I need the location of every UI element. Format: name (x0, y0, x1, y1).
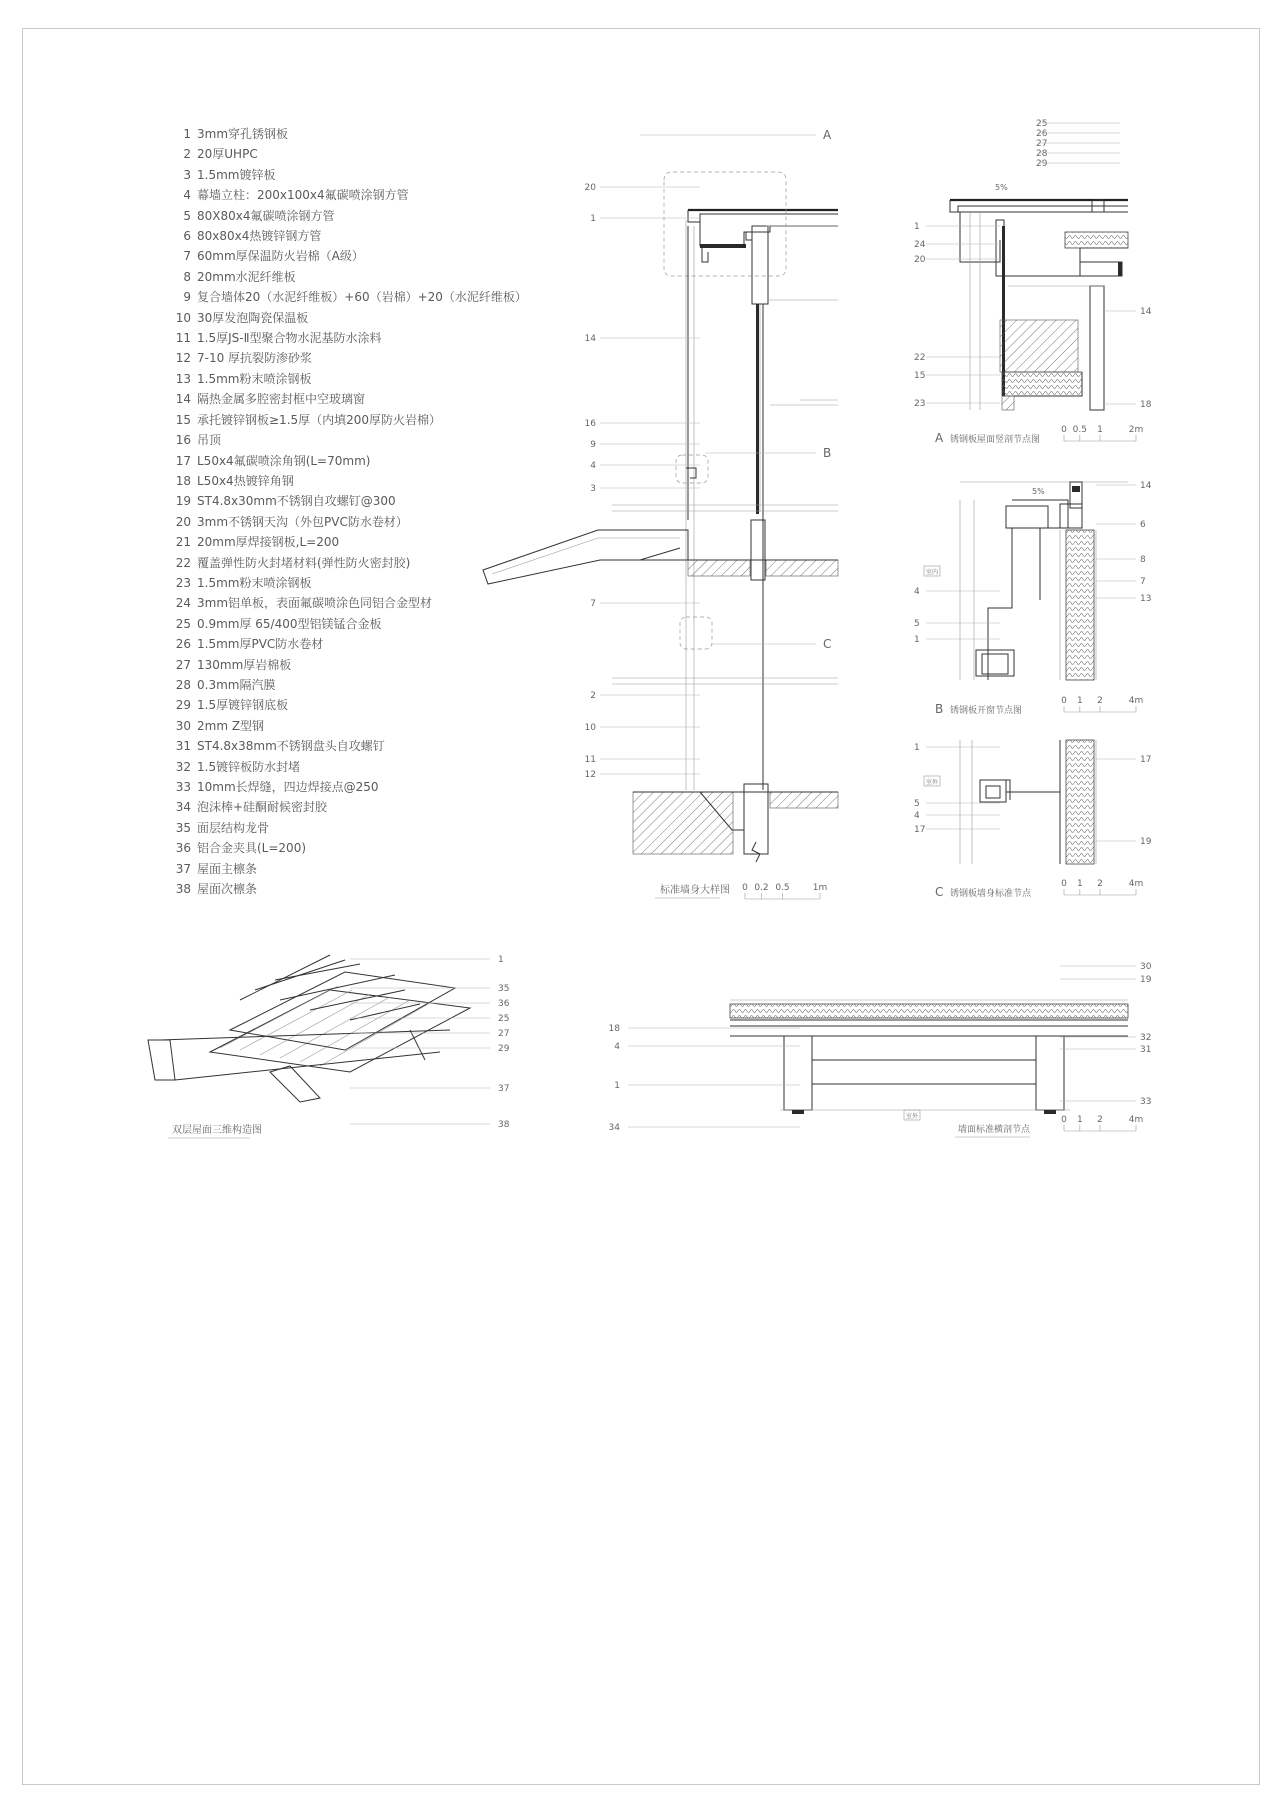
callout-number: 1 (498, 955, 504, 965)
legend-text: 铝合金夹具(L=200) (197, 841, 307, 856)
legend-number: 24 (175, 596, 191, 611)
callout-number: 28 (1036, 149, 1048, 159)
legend-number: 8 (183, 269, 191, 284)
legend-text: 复合墙体20（水泥纤维板）+60（岩棉）+20（水泥纤维板） (197, 290, 527, 305)
legend-text: 面层结构龙骨 (197, 820, 270, 835)
legend-text: 3mm铝单板，表面氟碳喷涂色同铝合金型材 (197, 596, 433, 611)
scale-label: 1 (1076, 1115, 1083, 1125)
callout-number: 11 (584, 755, 596, 765)
detail-c-drawing (960, 740, 1096, 864)
callout-number: 22 (914, 353, 926, 363)
legend-number: 27 (175, 657, 191, 672)
callout-number: 23 (914, 399, 926, 409)
axonometric-drawing (148, 955, 470, 1102)
callout-number: 19 (1140, 837, 1152, 847)
callout-number: 5 (914, 619, 920, 629)
legend-number: 13 (175, 371, 191, 386)
callout-number: 18 (608, 1024, 620, 1034)
callout-number: 13 (1140, 594, 1152, 604)
legend-text: 80x80x4热镀锌钢方管 (197, 229, 322, 244)
legend-number: 10 (175, 310, 191, 325)
plan-caption: 墙面标准横剖节点 (958, 1125, 1031, 1135)
legend-text: 1.5镀锌板防水封堵 (197, 759, 301, 774)
detail-b-caption: 锈钢板开窗节点图 (950, 706, 1023, 716)
callout-number: 4 (590, 461, 596, 471)
legend-text: 1.5厚镀锌钢底板 (197, 698, 289, 713)
callout-number: 31 (1140, 1045, 1152, 1055)
legend-number: 28 (175, 677, 191, 692)
legend-number: 21 (175, 535, 191, 550)
callout-number: 14 (1140, 481, 1152, 491)
legend-number: 19 (175, 494, 191, 509)
legend-number: 25 (175, 616, 191, 631)
scale-label: 2m (1128, 425, 1144, 435)
legend-number: 7 (183, 249, 191, 264)
legend-text: 隔热金属多腔密封框中空玻璃窗 (197, 392, 366, 407)
legend-text: 1.5mm粉末喷涂钢板 (197, 371, 312, 386)
detail-a-drawing (950, 200, 1128, 410)
scale-label: 0 (1061, 879, 1067, 889)
section-mark-b: B (823, 446, 832, 460)
callout-number: 16 (584, 419, 596, 429)
scale-label: 2 (1097, 1115, 1103, 1125)
legend-number: 2 (183, 147, 191, 162)
legend-text: L50x4热镀锌角钢 (197, 473, 294, 488)
legend-number: 30 (175, 718, 191, 733)
section-caption: 标准墙身大样图 (660, 885, 730, 896)
legend-text: 1.5mm镀锌板 (197, 167, 276, 182)
detail-b-tag: 室内 (926, 569, 939, 576)
legend-text: 20mm水泥纤维板 (197, 269, 296, 284)
section-mark-c: C (823, 637, 832, 651)
legend-number: 37 (175, 861, 191, 876)
legend-text: ST4.8x38mm不锈钢盘头自攻螺钉 (197, 739, 385, 754)
legend-text: 泡沫棒+硅酮耐候密封胶 (197, 800, 328, 815)
legend-text: 吊顶 (197, 433, 222, 448)
callout-number: 29 (1036, 159, 1048, 169)
legend-text: 80X80x4氟碳喷涂钢方管 (197, 208, 335, 223)
callout-number: 6 (1140, 520, 1146, 530)
callout-number: 34 (608, 1123, 620, 1133)
callout-number: 1 (590, 214, 596, 224)
legend-text: 屋面次檩条 (197, 882, 258, 897)
scale-label: 4m (1128, 696, 1144, 706)
legend-text: 0.9mm厚 65/400型铝镁锰合金板 (197, 616, 382, 631)
callout-number: 1 (914, 635, 920, 645)
callout-number: 25 (1036, 119, 1048, 129)
legend-text: 10mm长焊缝，四边焊接点@250 (197, 780, 379, 794)
scale-label: 0 (742, 883, 748, 893)
legend-text: 7-10 厚抗裂防渗砂浆 (197, 351, 313, 366)
legend-number: 9 (183, 290, 191, 305)
callout-number: 14 (1140, 307, 1152, 317)
callout-number: 32 (1140, 1033, 1152, 1043)
callout-number: 1 (614, 1081, 620, 1091)
callout-number: 4 (914, 811, 920, 821)
callout-number: 4 (914, 587, 920, 597)
scale-label: 0.5 (775, 883, 790, 893)
callout-number: 12 (584, 770, 596, 780)
section-mark-a: A (823, 128, 832, 142)
legend-number: 35 (175, 820, 191, 835)
wall-section-drawing (483, 172, 838, 862)
callout-number: 20 (914, 255, 926, 265)
legend-text: 60mm厚保温防火岩棉（A级） (197, 249, 364, 264)
legend-number: 3 (183, 167, 191, 182)
callout-number: 30 (1140, 962, 1152, 972)
detail-a-caption: 锈钢板屋面竖剖节点图 (950, 435, 1041, 445)
legend-number: 12 (175, 351, 191, 366)
legend-number: 34 (175, 800, 191, 815)
legend-number: 16 (175, 433, 191, 448)
callout-number: 27 (498, 1029, 510, 1039)
detail-c-letter: C (935, 885, 944, 899)
callout-number: 5 (914, 799, 920, 809)
callout-number: 14 (584, 334, 596, 344)
callout-number: 27 (1036, 139, 1048, 149)
callout-number: 2 (590, 691, 596, 701)
callout-number: 8 (1140, 555, 1146, 565)
callout-number: 17 (1140, 755, 1152, 765)
scale-label: 1 (1076, 696, 1083, 706)
callout-number: 19 (1140, 975, 1152, 985)
callout-number: 9 (590, 440, 596, 450)
legend-text: 3mm穿孔锈钢板 (197, 127, 289, 141)
scale-label: 4m (1128, 879, 1144, 889)
scale-label: 1 (1076, 879, 1083, 889)
legend-text: 幕墙立柱：200x100x4氟碳喷涂钢方管 (197, 188, 409, 203)
legend-number: 17 (175, 453, 191, 468)
scale-label: 4m (1128, 1115, 1144, 1125)
legend-number: 18 (175, 473, 191, 488)
callout-number: 18 (1140, 400, 1152, 410)
callout-number: 20 (584, 183, 596, 193)
callout-number: 3 (590, 484, 596, 494)
legend-text: ST4.8x30mm不锈钢自攻螺钉@300 (197, 494, 396, 509)
legend-number: 38 (175, 882, 191, 897)
legend-number: 32 (175, 759, 191, 774)
callout-number: 17 (914, 825, 926, 835)
scale-label: 0 (1061, 425, 1067, 435)
callout-number: 1 (914, 743, 920, 753)
legend-number: 23 (175, 575, 191, 590)
horizontal-section-drawing (730, 1000, 1128, 1114)
slope-label: 5% (1032, 487, 1045, 496)
legend-number: 14 (175, 392, 191, 407)
legend-text: 0.3mm隔汽膜 (197, 677, 276, 692)
callout-number: 10 (584, 723, 596, 733)
legend-text: 覆盖弹性防火封堵材料(弹性防火密封胶) (197, 555, 411, 570)
legend-text: 20厚UHPC (197, 147, 258, 162)
scale-label: 0.2 (754, 883, 769, 893)
legend-text: 1.5厚JS-Ⅱ型聚合物水泥基防水涂料 (197, 331, 382, 346)
axon-caption: 双层屋面三维构造图 (172, 1125, 262, 1136)
legend-number: 36 (175, 841, 191, 856)
detail-a-letter: A (935, 431, 944, 445)
scale-label: 2 (1097, 879, 1103, 889)
legend-number: 1 (183, 127, 191, 141)
callout-number: 25 (498, 1014, 510, 1024)
callout-number: 15 (914, 371, 926, 381)
legend-text: 承托镀锌钢板≥1.5厚（内填200厚防火岩棉） (197, 412, 442, 427)
callout-number: 26 (1036, 129, 1048, 139)
legend-number: 33 (175, 780, 191, 794)
legend-number: 31 (175, 739, 191, 754)
legend-number: 29 (175, 698, 191, 713)
legend-number: 15 (175, 412, 191, 427)
callout-number: 1 (914, 222, 920, 232)
scale-label: 1m (812, 883, 828, 893)
detail-c-tag: 室外 (926, 779, 939, 786)
legend-number: 4 (183, 188, 191, 203)
legend-text: 20mm厚焊接钢板,L=200 (197, 535, 340, 550)
callout-number: 4 (614, 1042, 620, 1052)
legend-text: 1.5mm厚PVC防水卷材 (197, 637, 324, 652)
legend-text: L50x4氟碳喷涂角钢(L=70mm) (197, 453, 371, 468)
plan-tag: 室外 (906, 1113, 919, 1120)
legend-text: 3mm不锈钢天沟（外包PVC防水卷材） (197, 514, 408, 529)
legend-number: 20 (175, 514, 191, 529)
legend-text: 屋面主檩条 (197, 861, 258, 876)
legend-text: 1.5mm粉末喷涂钢板 (197, 575, 312, 590)
legend-text: 2mm Z型钢 (197, 718, 265, 733)
callout-number: 37 (498, 1084, 510, 1094)
legend-number: 26 (175, 637, 191, 652)
scale-label: 0.5 (1072, 425, 1088, 435)
slope-label: 5% (995, 183, 1008, 192)
detail-c-caption: 锈钢板墙身标准节点 (950, 889, 1032, 899)
detail-b-letter: B (935, 702, 944, 716)
callout-number: 36 (498, 999, 510, 1009)
callout-number: 24 (914, 240, 926, 250)
legend-text: 30厚发泡陶瓷保温板 (197, 310, 309, 325)
callout-number: 38 (498, 1120, 510, 1130)
scale-label: 0 (1061, 696, 1067, 706)
scale-label: 0 (1061, 1115, 1067, 1125)
legend-number: 6 (183, 229, 191, 244)
callout-number: 33 (1140, 1097, 1152, 1107)
callout-number: 7 (590, 599, 596, 609)
scale-label: 1 (1097, 425, 1103, 435)
callout-number: 35 (498, 984, 510, 994)
legend-number: 5 (183, 208, 191, 223)
callout-number: 29 (498, 1044, 510, 1054)
callout-number: 7 (1140, 577, 1146, 587)
legend-number: 11 (175, 331, 191, 346)
legend-text: 130mm厚岩棉板 (197, 657, 292, 672)
scale-label: 2 (1097, 696, 1103, 706)
legend-number: 22 (175, 555, 191, 570)
